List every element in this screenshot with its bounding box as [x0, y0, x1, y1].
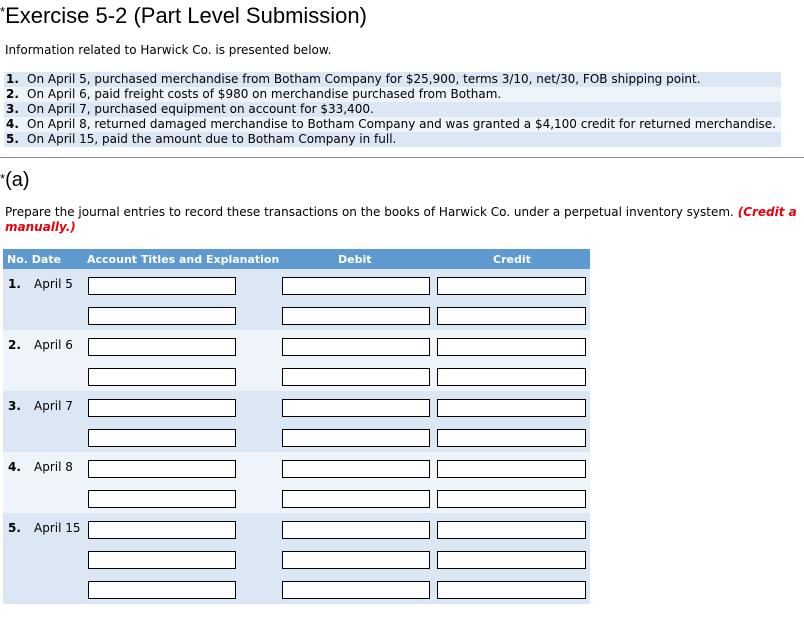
credit-input[interactable] — [437, 368, 586, 386]
credit-input[interactable] — [437, 581, 586, 599]
transaction-item — [4, 102, 781, 117]
header-credit: Credit — [493, 253, 531, 266]
entry-label — [8, 399, 73, 413]
transaction-text: On April 8, returned damaged merchandise to Botham Company and was granted a $4,100 credit for returned merchandise. — [27, 117, 777, 131]
transaction-item — [4, 87, 781, 102]
credit-input[interactable] — [437, 277, 586, 295]
transaction-item — [4, 72, 781, 87]
debit-input[interactable] — [282, 277, 430, 295]
account-title-input[interactable] — [88, 399, 236, 417]
debit-input[interactable] — [282, 521, 430, 539]
debit-input[interactable] — [282, 399, 430, 417]
debit-input[interactable] — [282, 581, 430, 599]
entry-number: 2. — [8, 338, 21, 352]
journal-row — [3, 391, 590, 421]
entry-date: April 8 — [34, 460, 73, 474]
entry-label — [8, 338, 73, 352]
account-title-input[interactable] — [88, 429, 236, 447]
credit-input[interactable] — [437, 460, 586, 478]
entry-date: April 15 — [34, 521, 81, 535]
account-title-input[interactable] — [88, 277, 236, 295]
transaction-number: 1. — [6, 72, 19, 86]
journal-row — [3, 360, 590, 391]
transaction-text: On April 6, paid freight costs of $980 on merchandise purchased from Botham. — [27, 87, 502, 101]
entry-number: 1. — [8, 277, 21, 291]
entry-date: April 6 — [34, 338, 73, 352]
credit-input[interactable] — [437, 429, 586, 447]
journal-row — [3, 543, 590, 573]
journal-entry-3 — [3, 391, 590, 452]
entry-label — [8, 460, 73, 474]
entry-number: 3. — [8, 399, 21, 413]
journal-entry-4 — [3, 452, 590, 513]
entry-date: April 5 — [34, 277, 73, 291]
debit-input[interactable] — [282, 490, 430, 508]
journal-row — [3, 513, 590, 543]
entry-label — [8, 277, 73, 291]
transaction-item — [4, 117, 781, 132]
journal-row — [3, 482, 590, 513]
exercise-title — [0, 3, 367, 29]
debit-input[interactable] — [282, 338, 430, 356]
journal-row — [3, 330, 590, 360]
transaction-number: 5. — [6, 132, 19, 146]
journal-table — [3, 249, 590, 604]
journal-entry-2 — [3, 330, 590, 391]
info-text: Information related to Harwick Co. is presented below. — [5, 43, 332, 57]
part-label: (a) — [5, 169, 30, 191]
account-title-input[interactable] — [88, 338, 236, 356]
transaction-text: On April 15, paid the amount due to Botham Company in full. — [27, 132, 397, 146]
journal-row — [3, 452, 590, 482]
debit-input[interactable] — [282, 368, 430, 386]
header-debit: Debit — [338, 253, 372, 266]
instructions — [5, 205, 804, 235]
debit-input[interactable] — [282, 307, 430, 325]
header-account: Account Titles and Explanation — [87, 253, 280, 266]
journal-row — [3, 269, 590, 299]
section-divider — [0, 157, 804, 158]
instructions-note: (Credit a — [737, 205, 797, 219]
journal-row — [3, 299, 590, 330]
account-title-input[interactable] — [88, 521, 236, 539]
instructions-text: Prepare the journal entries to record these transactions on the books of Harwick Co. under a perpetual inventory system. — [5, 205, 734, 219]
credit-input[interactable] — [437, 307, 586, 325]
account-title-input[interactable] — [88, 551, 236, 569]
credit-input[interactable] — [437, 338, 586, 356]
debit-input[interactable] — [282, 460, 430, 478]
transaction-number: 4. — [6, 117, 19, 131]
entry-number: 5. — [8, 521, 21, 535]
transaction-list — [4, 72, 781, 147]
account-title-input[interactable] — [88, 307, 236, 325]
account-title-input[interactable] — [88, 460, 236, 478]
debit-input[interactable] — [282, 551, 430, 569]
entry-number: 4. — [8, 460, 21, 474]
part-heading — [0, 169, 30, 192]
journal-row — [3, 573, 590, 604]
account-title-input[interactable] — [88, 490, 236, 508]
credit-input[interactable] — [437, 521, 586, 539]
journal-entry-1 — [3, 269, 590, 330]
journal-row — [3, 421, 590, 452]
credit-input[interactable] — [437, 551, 586, 569]
account-title-input[interactable] — [88, 368, 236, 386]
transaction-text: On April 7, purchased equipment on account for $33,400. — [27, 102, 374, 116]
transaction-number: 2. — [6, 87, 19, 101]
account-title-input[interactable] — [88, 581, 236, 599]
entry-date: April 7 — [34, 399, 73, 413]
entry-label — [8, 521, 81, 535]
transaction-item — [4, 132, 781, 147]
required-asterisk: * — [0, 4, 6, 19]
credit-input[interactable] — [437, 399, 586, 417]
journal-entry-5 — [3, 513, 590, 604]
required-asterisk: * — [0, 171, 6, 186]
header-no-date: No. Date — [7, 253, 62, 266]
transaction-number: 3. — [6, 102, 19, 116]
debit-input[interactable] — [282, 429, 430, 447]
journal-header-row — [3, 249, 590, 269]
transaction-text: On April 5, purchased merchandise from Botham Company for $25,900, terms 3/10, net/30, FOB shipping point. — [27, 72, 701, 86]
exercise-title-text: Exercise 5-2 (Part Level Submission) — [5, 3, 367, 28]
instructions-note-cont: manually.) — [5, 220, 76, 234]
credit-input[interactable] — [437, 490, 586, 508]
